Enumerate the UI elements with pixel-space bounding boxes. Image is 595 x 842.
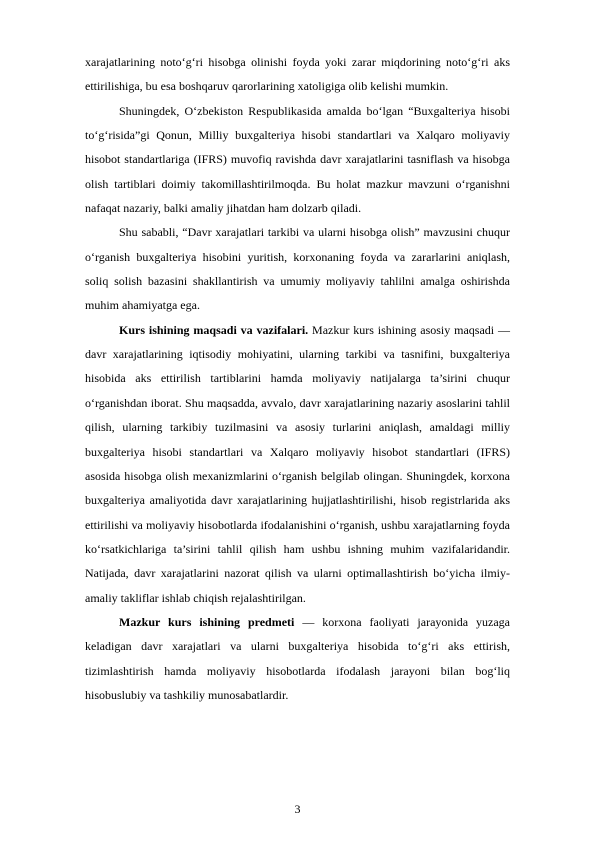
paragraph-4 — [85, 318, 510, 610]
paragraph-1-text: xarajatlarining noto‘g‘ri hisobga olinishi foyda yoki zarar miqdorining noto‘g‘ri aks ettirilishiga, bu esa boshqaruv qarorlarining xatoligiga olib kelishi mumkin. — [85, 55, 510, 94]
paragraph-2-text: Shuningdek, O‘zbekiston Respublikasida amalda bo‘lgan “Buxgalteriya hisobi to‘g‘risida”gi Qonun, Milliy buxgalteriya hisobi standartlari va Xalqaro moliyaviy hisobot standartlariga (IFRS) muvofiq ravishda davr xarajatlarini tasniflash va hisobga olish tartiblari doimiy takomillashtirilmoqda. Bu holat mazkur mavzuni o‘rganishni nafaqat nazariy, balki amaliy jihatdan ham dolzarb qiladi. — [85, 103, 510, 216]
paragraph-1 — [85, 50, 510, 99]
paragraph-5 — [85, 610, 510, 707]
paragraph-5-text: — korxona faoliyati jarayonida yuzaga keladigan davr xarajatlari va ularni buxgalteriya hisobida to‘g‘ri aks ettirish, tizimlashtirish hamda moliyaviy hisobotlarda ifodalash jarayoni bilan bog‘liq hisobuslubiy va tashkiliy munosabatlardir. — [85, 614, 510, 702]
section-heading-subject: Mazkur kurs ishining predmeti — [119, 614, 295, 629]
paragraph-4-text: Mazkur kurs ishining asosiy maqsadi — davr xarajatlarining iqtisodiy mohiyatini, ularning tarkibi va tasnifini, buxgalteriya hisobida aks ettirilish tartiblarini hamda moliyaviy natijalarga ta’sirini chuqur o‘rganishdan iborat. Shu maqsadda, avvalo, davr xarajatlarining nazariy asoslarini tahlil qilish, ularning tarkibiy tuzilmasini va asosiy turlarini aniqlash, amaldagi milliy buxgalteriya hisobi standartlari va Xalqaro moliyaviy hisobot standartlari (IFRS) asosida hisobga olish mexanizmlarini o‘rganish belgilab olingan. Shuningdek, korxona buxgalteriya amaliyotida davr xarajatlarining hujjatlashtirilishi, hisob registrlarida aks ettirilishi va moliyaviy hisobotlarda ifodalanishini o‘rganish, ushbu xarajatlarning foyda ko‘rsatkichlariga ta’sirini tahlil qilish ham ushbu ishning muhim vazifalaridandir. Natijada, davr xarajatlarini nazorat qilish va ularni optimallashtirish bo‘yicha ilmiy-amaliy takliflar ishlab chiqish rejalashtirilgan. — [85, 322, 510, 605]
paragraph-3-text: Shu sababli, “Davr xarajatlari tarkibi va ularni hisobga olish” mavzusini chuqur o‘rganish buxgalteriya hisobini yuritish, korxonaning foyda va zararlarini aniqlash, soliq solish bazasini shakllantirish va umumiy moliyaviy tahlilni amalga oshirishda muhim ahamiyatga ega. — [85, 225, 510, 313]
page-number: 3 — [294, 802, 301, 816]
paragraph-2 — [85, 99, 510, 221]
paragraph-3 — [85, 220, 510, 317]
section-heading-goals: Kurs ishining maqsadi va vazifalari. — [119, 322, 309, 337]
page-body — [85, 50, 510, 707]
